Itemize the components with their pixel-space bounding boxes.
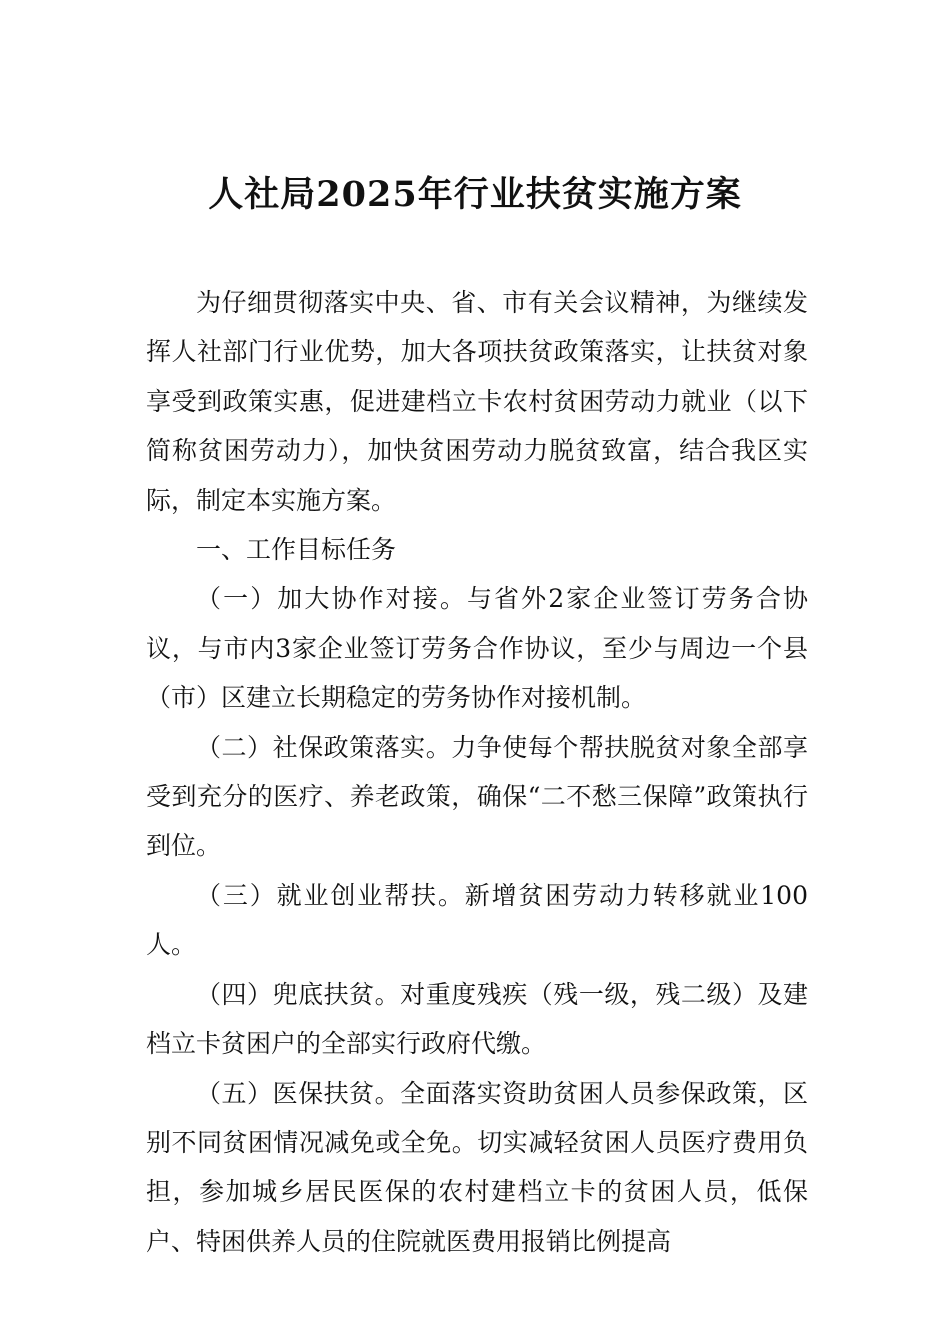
paragraph-intro: 为仔细贯彻落实中央、省、市有关会议精神，为继续发挥人社部门行业优势，加大各项扶贫政策落实，让扶贫对象享受到政策实惠，促进建档立卡农村贫困劳动力就业（以下简称贫困劳动力），加快贫困劳动力脱贫致富，结合我区实际，制定本实施方案。: [146, 288, 808, 515]
paragraph-item-3: （三）就业创业帮扶。新增贫困劳动力转移就业100人。: [146, 880, 808, 960]
document-title: 人社局2025年行业扶贫实施方案: [208, 174, 742, 215]
section-heading-1: 一、工作目标任务: [196, 535, 397, 565]
paragraph-item-4: （四）兜底扶贫。对重度残疾（残一级，残二级）及建档立卡贫困户的全部实行政府代缴。: [146, 979, 808, 1059]
paragraph-item-1: （一）加大协作对接。与省外2家企业签订劳务合协议，与市内3家企业签订劳务合作协议，至少与周边一个县（市）区建立长期稳定的劳务协作对接机制。: [146, 584, 808, 713]
document-body: [146, 278, 808, 1266]
paragraph-item-5: （五）医保扶贫。全面落实资助贫困人员参保政策，区别不同贫困情况减免或全免。切实减轻贫困人员医疗费用负担，参加城乡居民医保的农村建档立卡的贫困人员，低保户、特困供养人员的住院就医费用报销比例提高: [146, 1078, 808, 1256]
paragraph-item-2: （二）社保政策落实。力争使每个帮扶脱贫对象全部享受到充分的医疗、养老政策，确保“二不愁三保障”政策执行到位。: [146, 732, 808, 861]
